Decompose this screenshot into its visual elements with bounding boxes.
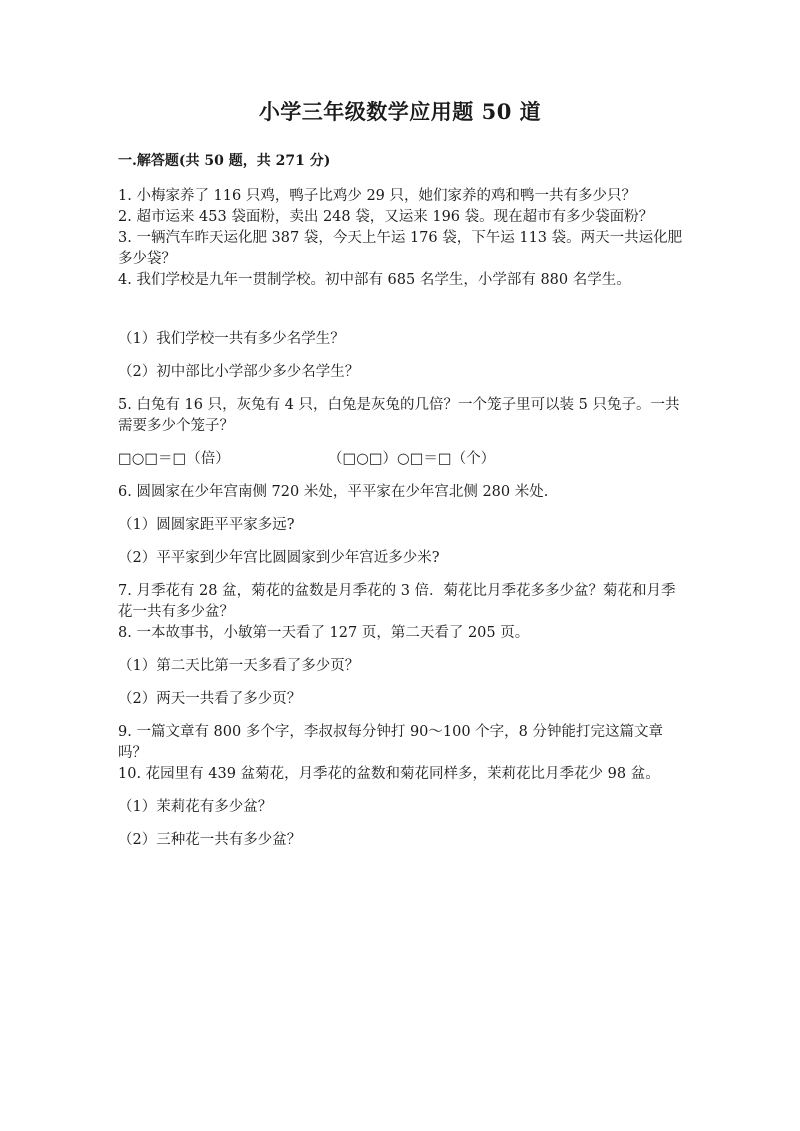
question-7: 7. 月季花有 28 盆，菊花的盆数是月季花的 3 倍．菊花比月季花多多少盆？菊花和月季花一共有多少盆？ xyxy=(118,583,676,620)
section-heading: 一.解答题(共 50 题，共 271 分) xyxy=(118,153,331,169)
question-10-sub-2: （2）三种花一共有多少盆？ xyxy=(118,832,302,848)
question-4-sub-1: （1）我们学校一共有多少名学生？ xyxy=(118,331,345,347)
question-9: 9. 一篇文章有 800 多个字，李叔叔每分钟打 90～100 个字，8 分钟能打完这篇文章吗？ xyxy=(118,724,664,761)
question-5: 5. 白兔有 16 只，灰兔有 4 只，白兔是灰兔的几倍？一个笼子里可以装 5 只兔子。一共需要多少个笼子？ xyxy=(118,397,680,434)
question-8-sub-2: （2）两天一共看了多少页？ xyxy=(118,691,302,707)
question-4: 4. 我们学校是九年一贯制学校。初中部有 685 名学生，小学部有 880 名学生。 xyxy=(118,272,631,288)
question-8-sub-1: （1）第二天比第一天多看了多少页？ xyxy=(118,658,360,674)
answer-blank-count: （□○□）○□＝□（个） xyxy=(328,451,496,467)
question-8: 8. 一本故事书，小敏第一天看了 127 页，第二天看了 205 页。 xyxy=(118,625,530,641)
answer-blank-times: □○□＝□（倍） xyxy=(118,451,230,467)
question-10: 10. 花园里有 439 盆菊花，月季花的盆数和菊花同样多，茉莉花比月季花少 98 盆。 xyxy=(118,766,660,782)
question-6-sub-1: （1）圆圆家距平平家多远? xyxy=(118,517,295,533)
question-10-sub-1: （1）茉莉花有多少盆？ xyxy=(118,799,273,815)
question-3: 3. 一辆汽车昨天运化肥 387 袋，今天上午运 176 袋，下午运 113 袋。两天一共运化肥多少袋？ xyxy=(118,230,683,267)
question-2: 2. 超市运来 453 袋面粉，卖出 248 袋，又运来 196 袋。现在超市有多少袋面粉？ xyxy=(118,209,654,225)
question-list xyxy=(118,186,686,851)
question-1: 1. 小梅家养了 116 只鸡，鸭子比鸡少 29 只，她们家养的鸡和鸭一共有多少只？ xyxy=(118,188,637,204)
question-5-answer-blanks xyxy=(118,449,686,470)
question-6: 6. 圆圆家在少年宫南侧 720 米处，平平家在少年宫北侧 280 米处. xyxy=(118,484,549,500)
page-title: 小学三年级数学应用题 50 道 xyxy=(258,99,542,124)
question-4-sub-2: （2）初中部比小学部少多少名学生？ xyxy=(118,364,360,380)
question-6-sub-2: （2）平平家到少年宫比圆圆家到少年宫近多少米? xyxy=(118,550,440,566)
